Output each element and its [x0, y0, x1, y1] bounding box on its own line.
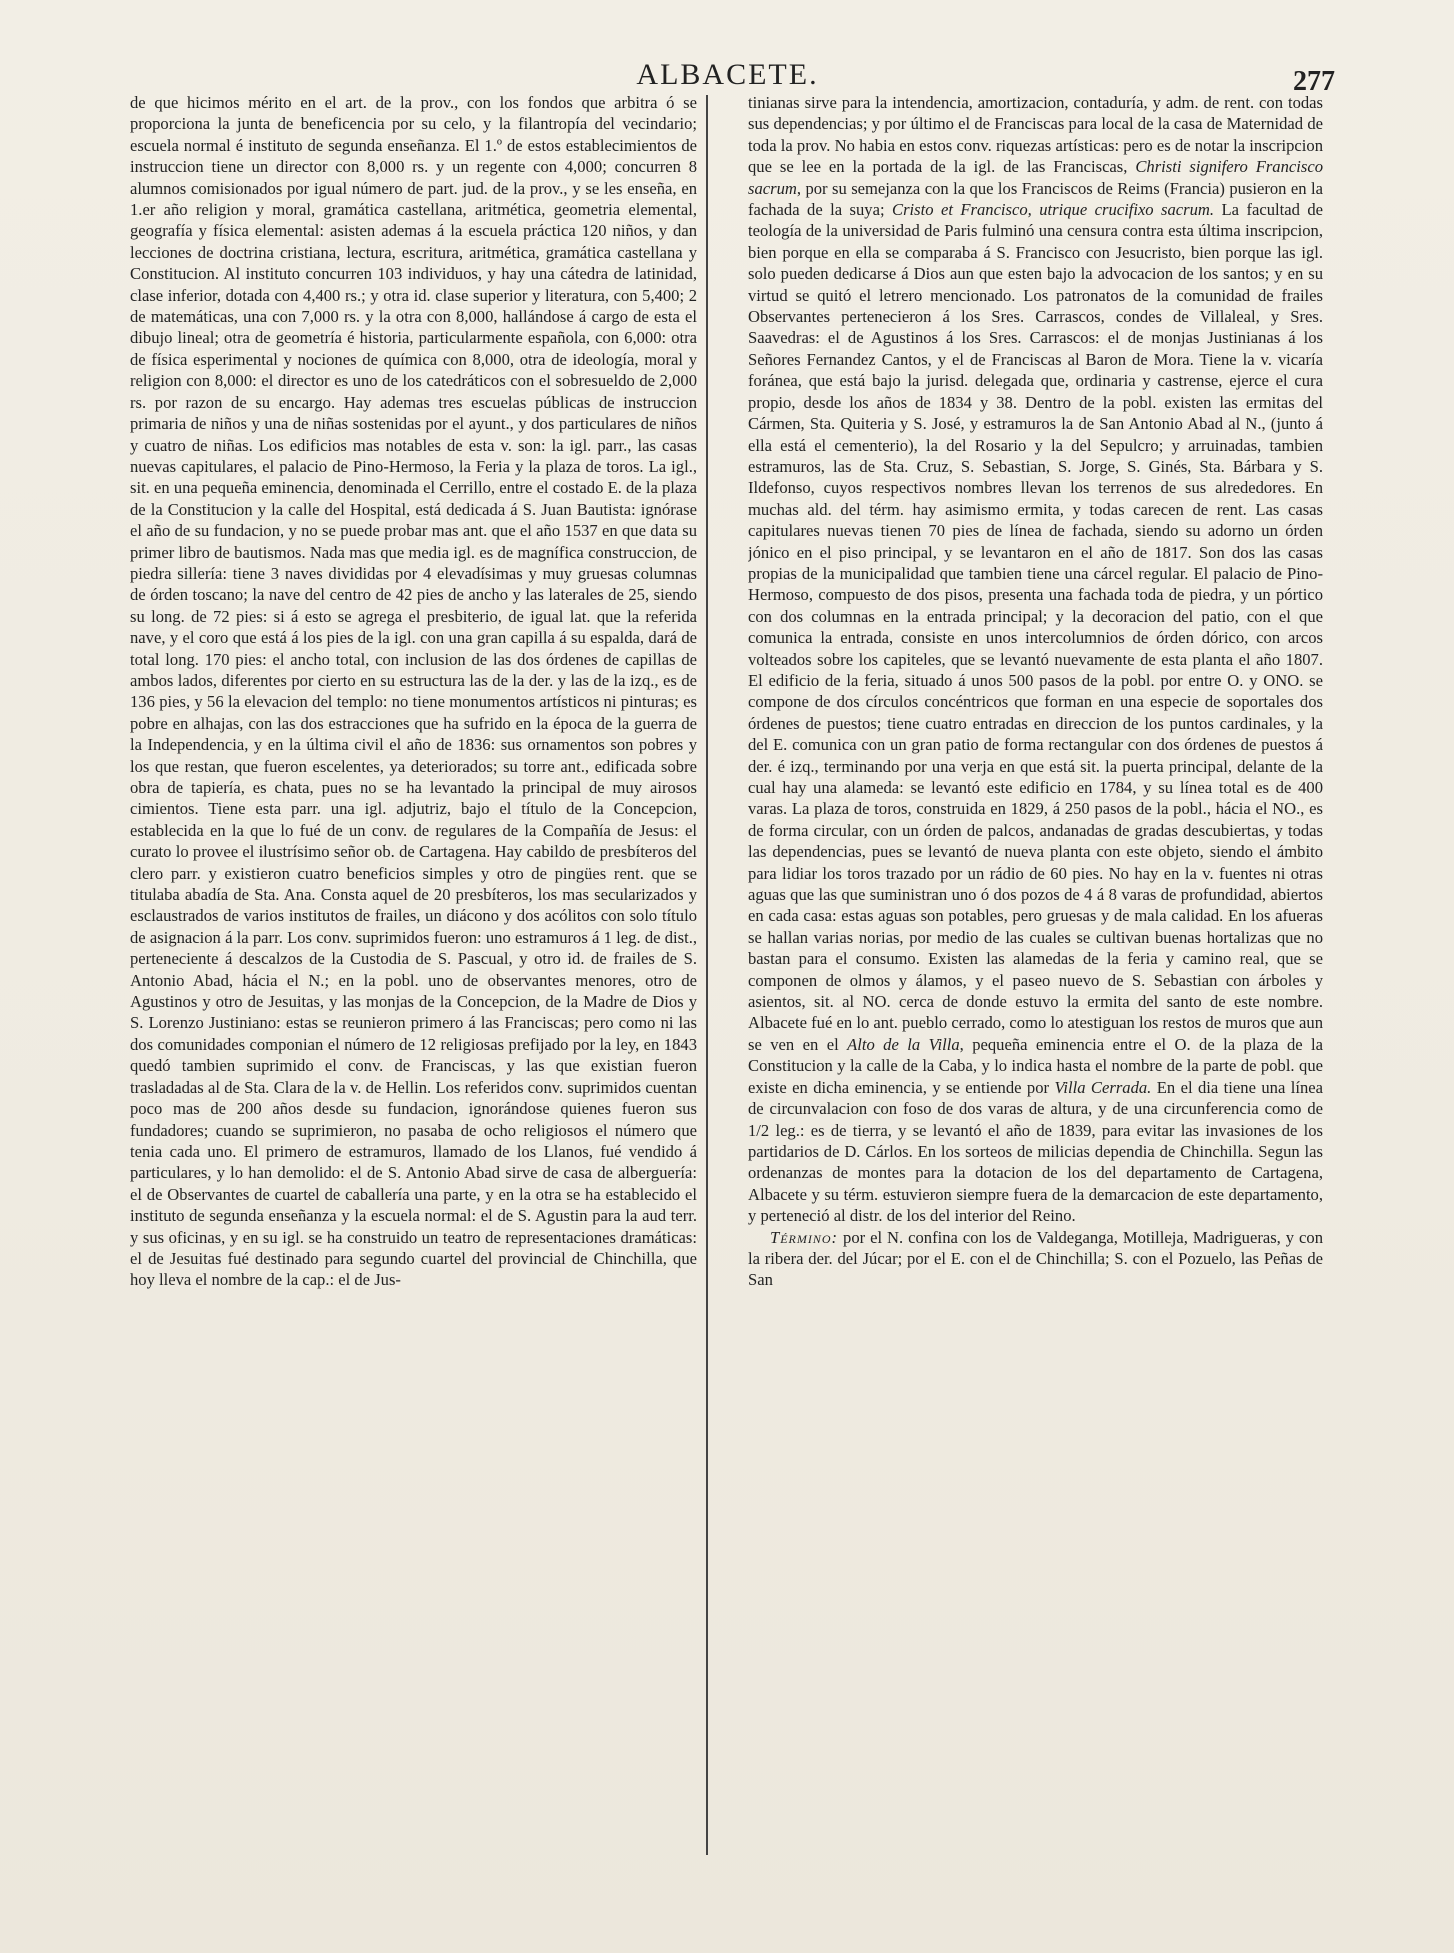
left-column	[130, 92, 697, 1930]
italic-inscription: Cristo et Francisco, utrique crucifixo sacrum.	[892, 200, 1215, 220]
left-column-paragraph: de que hicimos mérito en el art. de la prov., con los fondos que arbitra ó se proporciona la junta de beneficencia por su celo, y la filantropía del vecindario; escuela normal é instituto de segunda enseñanza. El 1.º de estos establecimientos de instruccion tiene un director con 8,000 rs. y un regente con 4,000; concurren 8 alumnos comisionados por igual número de part. jud. de la prov., y se les enseña, en 1.er año religion y moral, gramática castellana, aritmética, geometria elemental, geografía y física elemental: asisten ademas á la escuela práctica 120 niños, y dan lecciones de doctrina cristiana, lectura, escritura, aritmética, gramática castellana y Constitucion. Al instituto concurren 103 individuos, y hay una cátedra de latinidad, clase inferior, dotada con 4,400 rs.; y otra id. clase superior y literatura, con 5,400; 2 de matemáticas, una con 7,000 rs. y la otra con 8,000, hallándose á cargo de esta el dibujo lineal; otra de geometría é historia, particularmente española, con 6,000: otra de física esperimental y nociones de química con 8,000, otra de ideología, moral y religion con 8,000: el director es uno de los catedráticos con el sobresueldo de 2,000 rs. por razon de su encargo. Hay ademas tres escuelas públicas de instruccion primaria de niños y una de niñas sostenidas por el ayunt., y dos particulares de niños y cuatro de niñas. Los edificios mas notables de esta v. son: la igl. parr., las casas nuevas capitulares, el palacio de Pino-Hermoso, la Feria y la plaza de toros. La igl., sit. en una pequeña eminencia, denominada el Cerrillo, entre el costado E. de la plaza de la Constitucion y la calle del Hospital, está dedicada á S. Juan Bautista: ignórase el año de su fundacion, y no se puede probar mas ant. que el año 1537 en que data su primer libro de bautismos. Nada mas que media igl. es de magnífica construccion, de piedra sillería: tiene 3 naves divididas por 4 elevadísimas y muy gruesas columnas de órden toscano; la nave del centro de 42 pies de ancho y las laterales de 25, siendo su long. de 72 pies: si á esto se agrega el presbiterio, de igual lat. que la referida nave, y el coro que está á los pies de la igl. con una gran capilla á su espalda, dará de total long. 170 pies: el ancho total, con inclusion de las dos órdenes de capillas de ambos lados, diferentes por cierto en su estructura las de la der. y las de la izq., es de 136 pies, y 56 la elevacion del templo: no tiene monumentos artísticos ni pinturas; es pobre en alhajas, con las dos estracciones que ha sufrido en la época de la guerra de la Independencia, y en la última civil el año de 1836: sus ornamentos son pobres y los que restan, que fueron escelentes, ya deteriorados; su torre ant., edificada sobre obra de tapiería, es chata, pues no se ha levantado la principal de muy airosos cimientos. Tiene esta parr. una igl. adjutriz, bajo el título de la Concepcion, establecida en la que lo fué de un conv. de regulares de la Compañía de Jesus: el curato lo provee el ilustrísimo señor ob. de Cartagena. Hay cabildo de presbíteros del clero parr. y existieron cuatro beneficios simples y otro de pingües rent. que se titulaba abadía de Sta. Ana. Consta aquel de 20 presbíteros, los mas secularizados y esclaustrados de varios institutos de frailes, un diácono y dos acólitos con solo título de asignacion á la parr. Los conv. suprimidos fueron: uno estramuros á 1 leg. de dist., perteneciente á descalzos de la Custodia de S. Pascual, y otro id. de frailes de S. Antonio Abad, hácia el N.; en la pobl. uno de observantes menores, otro de Agustinos y otro de Jesuitas, y las monjas de la Concepcion, de la Madre de Dios y S. Lorenzo Justiniano: estas se reunieron primero á las Franciscas; pero como ni las dos comunidades componian el número de 12 religiosas prefijado por la ley, en 1843 quedó tambien suprimido el conv. de Franciscas, y las que existian fueron trasladadas al de Sta. Clara de la v. de Hellin. Los referidos conv. suprimidos cuentan poco mas de 200 años desde su fundacion, ignorándose quienes fueron sus fundadores; cuando se suprimieron, no pasaba de ocho religiosos el número que tenia cada uno. El primero de estramuros, llamado de los Llanos, fué vendido á particulares, y lo han demolido: el de S. Antonio Abad sirve de casa de alberguería: el de Observantes de cuartel de caballería una parte, y en la otra se ha establecido el instituto de segunda enseñanza y la escuela normal: el de S. Agustin para la aud terr. y sus oficinas, y en su igl. se ha construido un teatro de representaciones dramáticas: el de Jesuitas fué destinado para segundo cuartel del provincial de Chinchilla, que hoy lleva el nombre de la cap.: el de Jus-	[130, 93, 697, 1290]
termino-label: Término:	[770, 1227, 839, 1247]
right-column-paragraph	[748, 92, 1323, 1227]
text-run: En el dia tiene una línea de circunvalacion con foso de dos varas de altura, y de una circunferencia como de 1/2 leg.: es de tierra, y se levantó el año de 1839, para evitar las invasiones de los partidarios de D. Cárlos. En los sorteos de milicias dependia de Chinchilla. Segun las ordenanzas de montes para la dotacion de los del departamento de Cartagena, Albacete y su térm. estuvieron siempre fuera de la demarcacion de este departamento, y perteneció al distr. de los del interior del Reino.	[748, 1077, 1323, 1226]
running-head: ALBACETE.	[636, 58, 819, 91]
right-column	[748, 92, 1323, 1930]
text-run: , pequeña eminencia entre el O. de la plaza de la Constitucion y la calle de la Caba, y lo indica hasta el nombre de la parte de pobl. que existe en dicha eminencia, y se entiende por	[748, 1034, 1323, 1097]
termino-paragraph	[748, 1227, 1323, 1291]
column-divider	[706, 95, 708, 1855]
italic-place-name: Alto de la Villa	[847, 1034, 960, 1054]
italic-place-name: Villa Cerrada.	[1054, 1077, 1152, 1097]
italic-inscription: Christi signifero Francisco sacrum	[748, 157, 1323, 198]
text-run: tinianas sirve para la intendencia, amortizacion, contaduría, y adm. de rent. con todas sus dependencias; y por último el de Franciscas para local de la casa de Maternidad de toda la prov. No habia en estos conv. riquezas artísticas: pero es de notar la inscripcion que se lee en la portada de la igl. de las Franciscas,	[748, 93, 1323, 177]
text-run: por el N. confina con los de Valdeganga, Motilleja, Madrigueras, y con la ribera der. del Júcar; por el E. con el de Chinchilla; S. con el Pozuelo, las Peñas de San	[748, 1227, 1323, 1290]
text-run: , por su semejanza con la que los Franciscos de Reims (Francia) pusieron en la fachada de la suya;	[748, 178, 1323, 220]
page-number: 277	[1293, 66, 1335, 97]
text-run: La facultad de teología de la universidad de Paris fulminó una censura contra esta última inscripcion, bien porque en ella se comparaba á S. Francisco con Jesucristo, bien porque las igl. solo pueden dedicarse á Dios aun que esten bajo la advocacion de los santos; y en su virtud se quitó el letrero mencionado. Los patronatos de la comunidad de frailes Observantes pertenecieron á los Sres. Carrascos, condes de Villaleal, y Sres. Saavedras: el de Agustinos á los Sres. Carrascos: el de monjas Justinianas á los Señores Fernandez Cantos, y el de Franciscas al Baron de Mora. Tiene la v. vicaría foránea, que está bajo la jurisd. delegada que, ordinaria y castrense, ejerce el cura propio, desde los años de 1834 y 38. Dentro de la pobl. existen las ermitas del Cármen, Sta. Quiteria y S. José, y estramuros la de San Antonio Abad al N., (junto á ella está el cementerio), la del Rosario y la del Sepulcro; y arruinadas, tambien estramuros, las de Sta. Cruz, S. Sebastian, S. Jorge, S. Ginés, Sta. Bárbara y S. Ildefonso, cuyos respectivos nombres llevan los terrenos de sus alrededores. En muchas ald. del térm. hay asimismo ermita, y todas carecen de rent. Las casas capitulares nuevas tienen 70 pies de línea de fachada, siendo su adorno un órden jónico en el piso principal, y se levantaron en el año de 1817. Son dos las casas propias de la municipalidad que tambien tiene una cárcel regular. El palacio de Pino-Hermoso, compuesto de dos pisos, presenta una fachada toda de piedra, y un pórtico con dos columnas en la entrada principal; y la decoracion del patio, con el que comunica la entrada, consiste en unos intercolumnios de órden dórico, con arcos volteados sobre los capiteles, que se levantó nuevamente de esta planta el año 1807. El edificio de la feria, situado á unos 500 pasos de la pobl. por entre O. y ONO. se compone de dos círculos concéntricos que forman en una especie de soportales dos órdenes de puestos; tiene cuatro entradas en direccion de los puntos cardinales, y la del E. comunica con un gran patio de forma rectangular con dos órdenes de puestos á der. é izq., terminando por una verja en que está sit. la puerta principal, delante de la cual hay una alameda: se levantó este edificio en 1784, y su línea total es de 400 varas. La plaza de toros, construida en 1829, á 250 pasos de la pobl., hácia el NO., es de forma circular, con un órden de palcos, andanadas de gradas descubiertas, y todas las dependencias, pues se levantó de nueva planta con este objeto, siendo el ámbito para lidiar los toros trazado por un rádio de 60 pies. No hay en la v. fuentes ni otras aguas que las que suministran uno ó dos pozos de 4 á 8 varas de profundidad, abiertos en cada casa: estas aguas son potables, pero gruesas y de mala calidad. En los afueras se hallan varias norias, por medio de las cuales se cultivan buenas hortalizas que no bastan para el consumo. Existen las alamedas de la feria y camino real, que se componen de olmos y álamos, y el paseo nuevo de S. Sebastian con árboles y asientos, sit. al NO. cerca de donde estuvo la ermita del santo de este nombre. Albacete fué en lo ant. pueblo cerrado, como lo atestiguan los restos de muros que aun se ven en el	[748, 200, 1323, 1054]
